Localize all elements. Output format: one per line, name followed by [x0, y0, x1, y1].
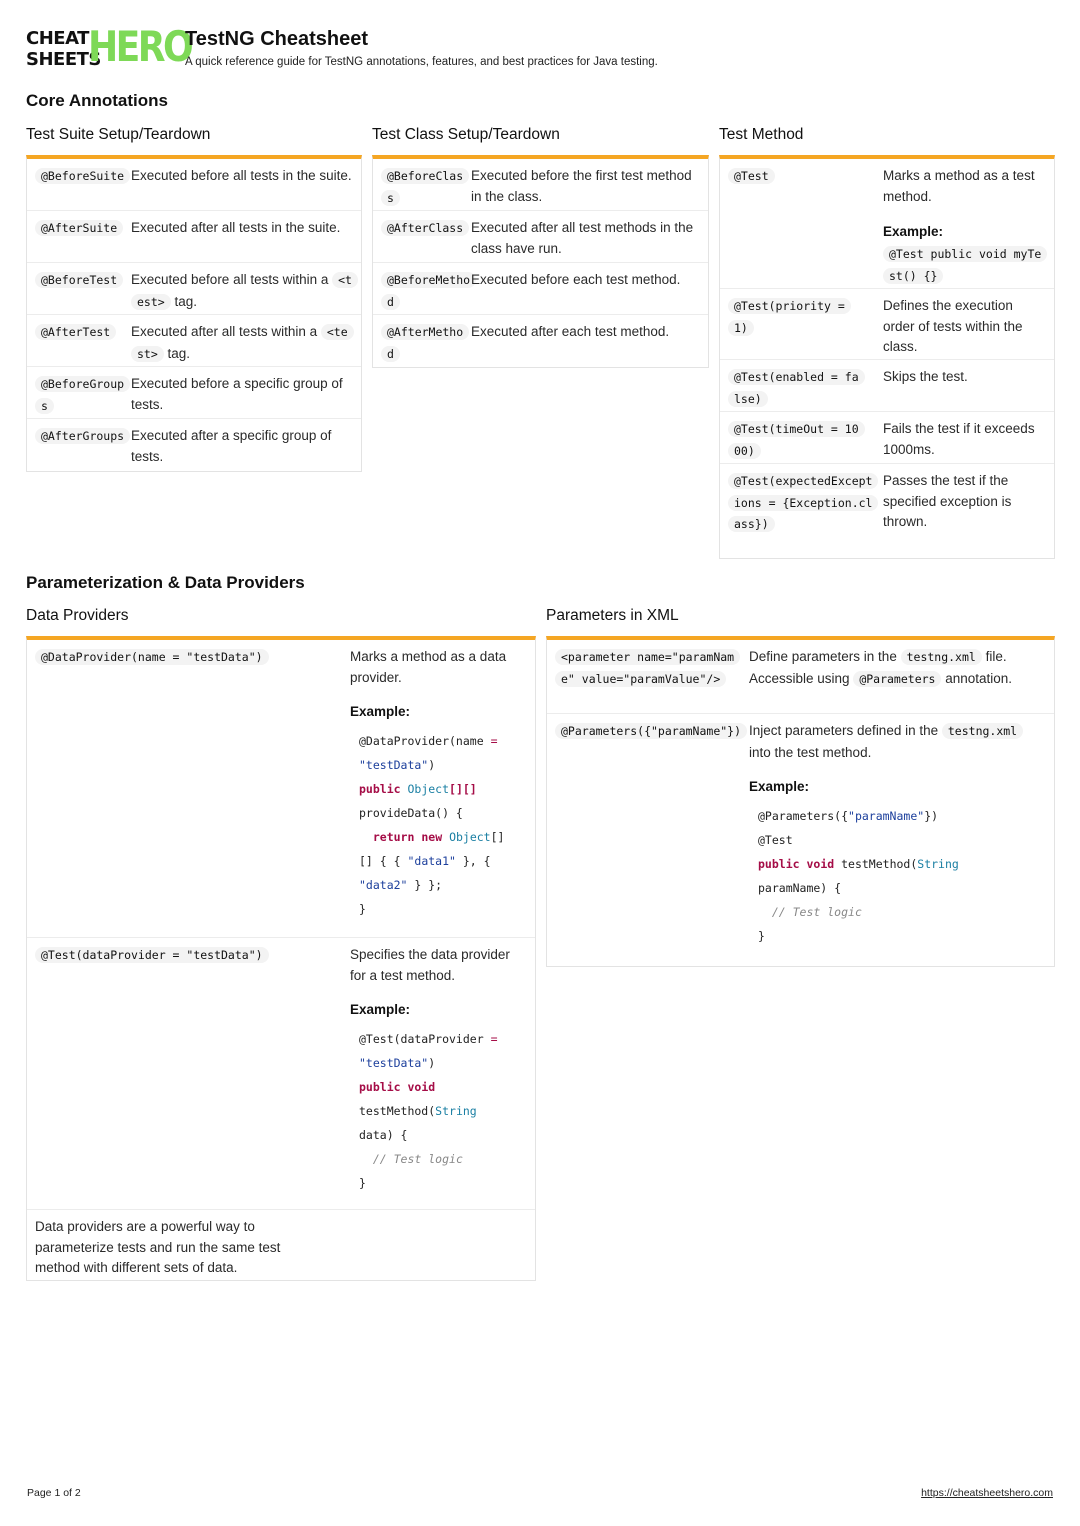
annotation-code: <parameter name="paramName" value="paramValue"/>: [555, 649, 740, 687]
annotation-code: @BeforeGroups: [35, 376, 130, 414]
annotation-desc: Skips the test.: [883, 369, 968, 384]
annotation-code: @Test(priority = 1): [728, 298, 851, 336]
annotation-desc: Specifies the data provider for a test method. Example: @Test(dataProvider = "testData") public void testMethod(String data) { // Test logic }: [350, 945, 527, 1202]
table-row: [27, 367, 361, 419]
annotation-code: @Test(dataProvider = "testData"): [35, 947, 269, 963]
annotation-desc: Marks a method as a data provider. Example: @DataProvider(name = "testData") public Object[][] provideData() { return new Object[] [] { { "data1" }, { "data2" } }; }: [350, 647, 527, 930]
annotation-code: @AfterGroups: [35, 428, 130, 444]
table-row: [547, 714, 1054, 966]
example-label: Example:: [350, 704, 411, 719]
inline-code: @Parameters: [853, 671, 941, 687]
annotation-desc: Defines the execution order of tests within the class.: [883, 298, 1023, 354]
site-link[interactable]: https://cheatsheetshero.com: [921, 1487, 1053, 1499]
table-row: [720, 289, 1054, 360]
annotation-code: @BeforeTest: [35, 272, 123, 288]
table-row: [27, 263, 361, 315]
inline-code: <test>: [131, 324, 354, 362]
example-label: Example:: [749, 779, 810, 794]
column-title-method: Test Method: [719, 126, 804, 143]
table-row: [373, 159, 708, 211]
inline-code: <test>: [131, 272, 358, 310]
table-row: [373, 315, 708, 367]
annotation-code: @AfterSuite: [35, 220, 123, 236]
page-title: TestNG Cheatsheet: [185, 28, 369, 50]
annotation-code: @Test: [728, 168, 775, 184]
table-row: [27, 419, 361, 471]
table-row: [373, 263, 708, 315]
table-row: [27, 159, 361, 211]
annotation-desc: Marks a method as a test method. Example: @Test public void myTest() {}: [883, 166, 1046, 281]
note-text: Data providers are a powerful way to parameterize tests and run the same test method with different sets of data.: [35, 1219, 281, 1275]
annotation-desc: Executed after all tests within a <test> tag.: [131, 322, 353, 359]
annotation-code: @AfterClass: [381, 220, 469, 236]
annotation-desc: Passes the test if the specified exception is thrown.: [883, 473, 1012, 529]
annotation-desc: Executed after all test methods in the class have run.: [471, 220, 694, 256]
section-title-core: Core Annotations: [26, 91, 168, 110]
annotation-code: @BeforeMethod: [381, 272, 476, 310]
annotation-desc: Executed after all tests in the suite.: [131, 220, 341, 235]
example-code: @Test public void myTest() {}: [883, 246, 1047, 285]
column-title-suite: Test Suite Setup/Teardown: [26, 126, 211, 143]
annotation-code: @AfterTest: [35, 324, 116, 340]
annotation-code: @Parameters({"paramName"}): [555, 723, 747, 739]
card-parameters-xml: [546, 636, 1055, 967]
card-test-method: [719, 155, 1055, 559]
annotation-desc: Fails the test if it exceeds 1000ms.: [883, 421, 1035, 457]
table-row: [720, 464, 1054, 558]
card-class-annotations: [372, 155, 709, 368]
table-row: [27, 315, 361, 367]
example-code-block: @Parameters({"paramName"}) @Test public void testMethod(String paramName) { // Test logic }: [758, 808, 959, 943]
annotation-desc: Executed after each test method.: [471, 324, 670, 339]
table-row: [720, 360, 1054, 412]
annotation-desc: Executed before each test method.: [471, 272, 681, 287]
annotation-code: @Test(timeOut = 1000): [728, 421, 865, 459]
logo-hero: HERO: [88, 22, 192, 71]
card-suite-annotations: [26, 155, 362, 472]
page-subtitle: A quick reference guide for TestNG annotations, features, and best practices for Java testing.: [185, 56, 658, 68]
column-title-data-providers: Data Providers: [26, 607, 129, 624]
inline-code: testng.xml: [942, 723, 1023, 739]
column-title-params-xml: Parameters in XML: [546, 607, 679, 624]
table-row: [27, 640, 535, 938]
table-row: [27, 211, 361, 263]
annotation-code: @DataProvider(name = "testData"): [35, 649, 269, 665]
annotation-code: @BeforeSuite: [35, 168, 130, 184]
card-data-providers: [26, 636, 536, 1281]
table-row: [27, 1210, 535, 1280]
annotation-desc: Executed before the first test method in the class.: [471, 168, 692, 204]
table-row: [373, 211, 708, 263]
annotation-code: @Test(enabled = false): [728, 369, 865, 407]
annotation-code: @AfterMethod: [381, 324, 469, 362]
annotation-desc: Executed before all tests in the suite.: [131, 168, 352, 183]
annotation-desc: Executed before all tests within a <test> tag.: [131, 270, 353, 307]
example-label: Example:: [350, 1002, 411, 1017]
annotation-code: @Test(expectedExceptions = {Exception.class}): [728, 473, 878, 532]
table-row: [547, 640, 1054, 714]
annotation-desc: Executed after a specific group of tests.: [131, 428, 332, 464]
table-row: [27, 938, 535, 1210]
section-title-param: Parameterization & Data Providers: [26, 573, 305, 592]
column-title-class: Test Class Setup/Teardown: [372, 126, 560, 143]
page-number: Page 1 of 2: [27, 1487, 81, 1499]
table-row: [720, 159, 1054, 289]
example-code-block: @Test(dataProvider = "testData") public void testMethod(String data) { // Test logic }: [359, 1031, 498, 1190]
example-code-block: @DataProvider(name = "testData") public Object[][] provideData() { return new Object[] [] { { "data1" }, { "data2" } }; }: [359, 733, 505, 916]
annotation-desc: Inject parameters defined in the testng.xml into the test method. Example: @Parameters({"paramName"}) @Test public void testMethod(String paramName) { // Test logic }: [749, 721, 1046, 959]
annotation-desc: Define parameters in the testng.xml file. Accessible using @Parameters annotation.: [749, 649, 1013, 686]
table-row: [720, 412, 1054, 464]
logo: [26, 22, 192, 72]
annotation-desc: Executed before a specific group of tests.: [131, 376, 343, 412]
example-label: Example:: [883, 224, 944, 239]
inline-code: testng.xml: [901, 649, 982, 665]
annotation-code: @BeforeClass: [381, 168, 469, 206]
logo-text: CHEAT SHEETS: [26, 28, 101, 70]
